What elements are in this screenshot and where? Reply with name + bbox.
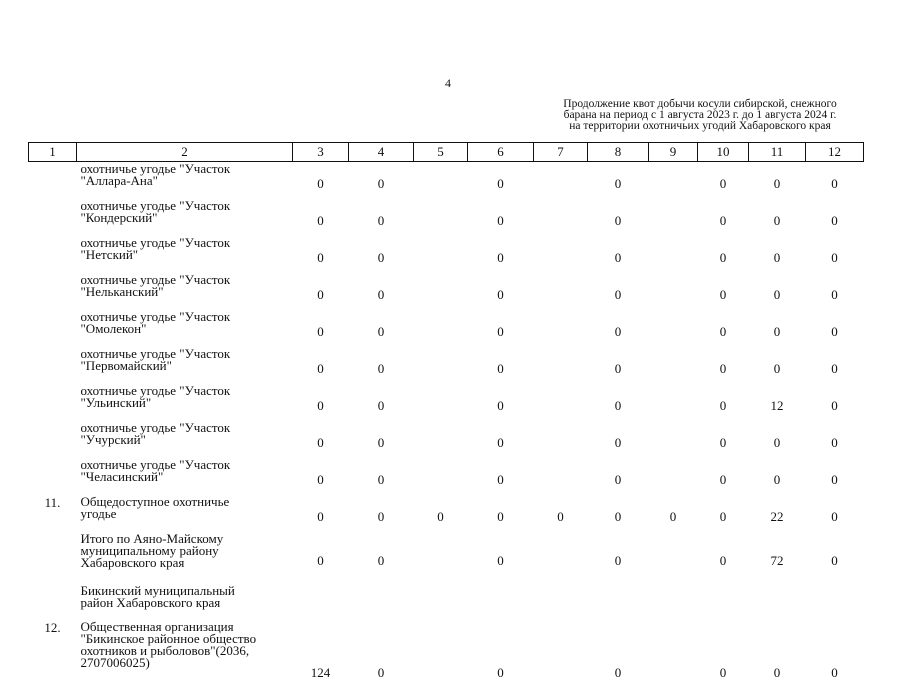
quota-cell <box>649 310 698 347</box>
row-name <box>77 347 293 384</box>
row-name-line: "Ульинский" <box>80 395 152 410</box>
row-name <box>77 620 293 681</box>
quota-cell: 0 <box>831 175 838 191</box>
quota-cell: 0 <box>497 434 504 450</box>
quota-cell: 0 <box>614 212 622 228</box>
quota-cell: 0 <box>377 360 385 376</box>
quota-cell: 0 <box>317 471 324 487</box>
row-index: 11. <box>44 495 61 510</box>
row-index <box>29 384 77 421</box>
quota-cell: 0 <box>773 434 781 450</box>
quota-cell <box>534 421 588 458</box>
quota-cell <box>534 162 588 200</box>
quota-cell: 0 <box>719 471 727 487</box>
column-header: 9 <box>649 143 698 162</box>
row-name-line: "Первомайский" <box>80 358 172 373</box>
quota-cell <box>649 347 698 384</box>
column-header: 4 <box>349 143 414 162</box>
quota-cell: 0 <box>719 360 727 376</box>
table-row <box>29 421 864 458</box>
quota-cell: 0 <box>719 434 727 450</box>
quota-cell: 0 <box>773 249 781 265</box>
column-header: 5 <box>414 143 468 162</box>
row-name-line: охотничье угодье "Участок <box>80 161 231 176</box>
quota-cell: 0 <box>317 249 324 265</box>
quota-cell: 0 <box>377 249 385 265</box>
row-name-line: "Нетский" <box>80 247 139 262</box>
quota-cell: 0 <box>773 665 781 680</box>
table-row <box>29 236 864 273</box>
quota-cell <box>414 273 468 310</box>
table-row <box>29 458 864 495</box>
row-name-line: "Учурский" <box>80 432 146 447</box>
quota-cell: 0 <box>317 434 324 450</box>
row-name-line: охотничье угодье "Участок <box>80 346 231 361</box>
page-number: 4 <box>445 76 451 90</box>
quota-cell: 0 <box>497 508 504 524</box>
quota-cell: 0 <box>719 212 727 228</box>
quota-cell: 0 <box>437 508 444 524</box>
quota-cell <box>698 584 749 620</box>
quota-cell: 0 <box>614 323 622 339</box>
quota-cell: 0 <box>377 508 385 524</box>
quota-cell <box>414 347 468 384</box>
quota-cell: 0 <box>377 175 385 191</box>
quota-cell: 0 <box>719 323 727 339</box>
column-header: 8 <box>588 143 649 162</box>
quota-cell: 0 <box>831 665 838 680</box>
row-name-line: 2707006025) <box>80 655 150 670</box>
quota-cell <box>414 620 468 681</box>
row-index <box>29 532 77 584</box>
table-row <box>29 532 864 584</box>
quota-cell: 0 <box>377 286 385 302</box>
table-row <box>29 347 864 384</box>
quota-cell: 0 <box>377 471 385 487</box>
quota-cell <box>649 532 698 584</box>
caption-line: Продолжение квот добычи косули сибирской, снежного <box>563 98 837 110</box>
quota-cell <box>414 236 468 273</box>
row-name-line: охотничье угодье "Участок <box>80 309 231 324</box>
quota-cell <box>806 584 864 620</box>
row-name-line: охотничье угодье "Участок <box>80 420 231 435</box>
table-row <box>29 199 864 236</box>
table-row <box>29 584 864 620</box>
quota-cell <box>534 584 588 620</box>
quota-cell: 0 <box>497 471 504 487</box>
row-index <box>29 421 77 458</box>
row-name-line: Хабаровского края <box>80 555 185 570</box>
quota-cell <box>468 584 534 620</box>
row-name-line: Бикинский муниципальный <box>80 583 235 598</box>
table-row <box>29 495 864 532</box>
row-name-line: охотничье угодье "Участок <box>80 457 231 472</box>
quota-cell: 0 <box>614 286 622 302</box>
quota-cell: 0 <box>719 249 727 265</box>
column-header: 6 <box>468 143 534 162</box>
quota-cell: 0 <box>317 553 324 568</box>
column-header: 7 <box>534 143 588 162</box>
quota-cell <box>534 199 588 236</box>
quota-cell: 0 <box>831 249 838 265</box>
quota-cell <box>414 532 468 584</box>
quota-cell <box>749 584 806 620</box>
row-index <box>29 584 77 620</box>
table-row <box>29 620 864 681</box>
quota-cell: 0 <box>614 397 622 413</box>
quota-cell: 0 <box>497 360 504 376</box>
quota-cell: 0 <box>831 397 838 413</box>
quota-cell <box>293 584 349 620</box>
quota-cell: 0 <box>719 508 727 524</box>
row-name <box>77 458 293 495</box>
quota-cell: 0 <box>719 175 727 191</box>
row-name <box>77 532 293 584</box>
quota-cell <box>349 584 414 620</box>
quota-cell: 0 <box>773 360 781 376</box>
column-header: 10 <box>698 143 749 162</box>
quota-cell: 0 <box>773 323 781 339</box>
quota-cell <box>534 532 588 584</box>
row-name <box>77 421 293 458</box>
caption-line: барана на период с 1 августа 2023 г. до 1 августа 2024 г. <box>563 109 837 121</box>
row-name <box>77 495 293 532</box>
quota-cell <box>534 347 588 384</box>
quota-cell <box>414 584 468 620</box>
quota-cell: 0 <box>831 553 838 568</box>
row-index: 12. <box>44 620 61 635</box>
quota-cell: 0 <box>719 553 727 568</box>
quota-cell: 0 <box>614 249 622 265</box>
quota-cell: 0 <box>497 286 504 302</box>
quota-cell: 0 <box>497 323 504 339</box>
quota-cell <box>414 199 468 236</box>
quota-cell: 0 <box>614 508 622 524</box>
row-name-line: "Челасинский" <box>80 469 164 484</box>
quota-cell <box>414 310 468 347</box>
row-name <box>77 584 293 620</box>
quota-cell: 22 <box>770 508 784 524</box>
table-row <box>29 273 864 310</box>
quota-cell: 0 <box>377 665 385 680</box>
row-name-line: охотничье угодье "Участок <box>80 272 231 287</box>
quota-cell: 0 <box>831 508 838 524</box>
caption-line: на территории охотничьих угодий Хабаровского края <box>569 120 831 132</box>
row-name-line: "Бикинское районное общество <box>80 631 257 646</box>
row-name <box>77 384 293 421</box>
row-index <box>29 236 77 273</box>
quota-cell: 0 <box>831 323 838 339</box>
quota-cell: 0 <box>377 323 385 339</box>
quota-cell <box>414 162 468 200</box>
row-index <box>29 162 77 200</box>
row-name-line: "Кондерский" <box>80 210 158 225</box>
quota-cell: 0 <box>773 175 781 191</box>
quota-cell: 0 <box>719 665 727 680</box>
quota-cell <box>649 458 698 495</box>
quota-cell: 0 <box>773 212 781 228</box>
row-name <box>77 162 293 200</box>
quota-cell: 0 <box>497 397 504 413</box>
quota-cell: 0 <box>317 323 324 339</box>
quota-cell: 0 <box>831 471 838 487</box>
quota-cell: 0 <box>377 397 385 413</box>
quota-cell <box>534 273 588 310</box>
row-index <box>29 347 77 384</box>
row-name-line: "Аллара-Ана" <box>80 173 158 188</box>
quota-cell: 0 <box>317 175 324 191</box>
quota-cell: 0 <box>497 553 504 568</box>
row-index <box>29 310 77 347</box>
table-caption <box>540 99 860 132</box>
quota-cell: 0 <box>614 175 622 191</box>
row-index <box>29 273 77 310</box>
quota-cell: 0 <box>614 553 622 568</box>
quota-cell: 0 <box>497 665 504 680</box>
quota-cell <box>534 620 588 681</box>
quota-table <box>28 142 864 681</box>
quota-cell: 0 <box>719 286 727 302</box>
quota-cell: 0 <box>317 360 324 376</box>
row-name <box>77 310 293 347</box>
quota-cell <box>414 384 468 421</box>
quota-cell <box>649 384 698 421</box>
table-row <box>29 162 864 200</box>
quota-cell <box>649 421 698 458</box>
quota-cell: 0 <box>614 665 622 680</box>
quota-cell <box>649 162 698 200</box>
row-name-line: охотников и рыболовов"(2036, <box>80 643 250 658</box>
row-name-line: район Хабаровского края <box>80 595 221 610</box>
column-header: 11 <box>749 143 806 162</box>
table-row <box>29 384 864 421</box>
quota-cell: 0 <box>614 434 622 450</box>
quota-cell: 0 <box>317 397 324 413</box>
row-name <box>77 236 293 273</box>
quota-cell: 0 <box>497 175 504 191</box>
row-name-line: охотничье угодье "Участок <box>80 235 231 250</box>
table-header-row <box>29 143 864 162</box>
column-header: 1 <box>29 143 77 162</box>
quota-cell: 0 <box>317 508 324 524</box>
row-name-line: Итого по Аяно-Майскому <box>80 531 224 546</box>
row-name-line: охотничье угодье "Участок <box>80 383 231 398</box>
row-index <box>29 199 77 236</box>
quota-cell: 0 <box>719 397 727 413</box>
row-name-line: угодье <box>80 506 117 521</box>
quota-cell <box>588 584 649 620</box>
quota-cell: 0 <box>831 360 838 376</box>
table-row <box>29 310 864 347</box>
quota-cell: 0 <box>317 286 324 302</box>
quota-cell: 0 <box>497 212 504 228</box>
quota-cell: 0 <box>317 212 324 228</box>
column-header: 3 <box>293 143 349 162</box>
row-name-line: охотничье угодье "Участок <box>80 198 231 213</box>
quota-cell: 0 <box>773 286 781 302</box>
row-name-line: "Омолекон" <box>80 321 147 336</box>
column-header: 2 <box>77 143 293 162</box>
row-name-line: "Нельканский" <box>80 284 164 299</box>
quota-cell <box>534 458 588 495</box>
quota-cell: 0 <box>773 471 781 487</box>
quota-cell: 0 <box>669 508 677 524</box>
quota-cell: 0 <box>377 212 385 228</box>
row-name-line: муниципальному району <box>80 543 219 558</box>
quota-cell: 0 <box>377 553 385 568</box>
quota-cell <box>649 236 698 273</box>
quota-cell <box>534 310 588 347</box>
quota-cell: 0 <box>831 434 838 450</box>
quota-cell <box>649 584 698 620</box>
row-index <box>29 458 77 495</box>
quota-cell <box>649 273 698 310</box>
quota-cell <box>534 384 588 421</box>
quota-cell: 0 <box>614 360 622 376</box>
quota-cell <box>649 620 698 681</box>
row-name-line: Общественная организация <box>80 619 234 634</box>
quota-cell: 0 <box>557 508 564 524</box>
quota-cell <box>534 236 588 273</box>
quota-cell: 72 <box>770 553 784 568</box>
quota-cell <box>414 421 468 458</box>
quota-cell: 0 <box>831 286 838 302</box>
quota-cell <box>649 199 698 236</box>
quota-cell: 0 <box>831 212 838 228</box>
quota-cell: 12 <box>770 397 784 413</box>
column-header: 12 <box>806 143 864 162</box>
row-name <box>77 199 293 236</box>
row-name-line: Общедоступное охотничье <box>80 494 230 509</box>
quota-cell <box>414 458 468 495</box>
row-name <box>77 273 293 310</box>
quota-cell: 0 <box>377 434 385 450</box>
quota-cell: 0 <box>497 249 504 265</box>
quota-cell: 0 <box>614 471 622 487</box>
quota-cell: 124 <box>310 665 331 680</box>
